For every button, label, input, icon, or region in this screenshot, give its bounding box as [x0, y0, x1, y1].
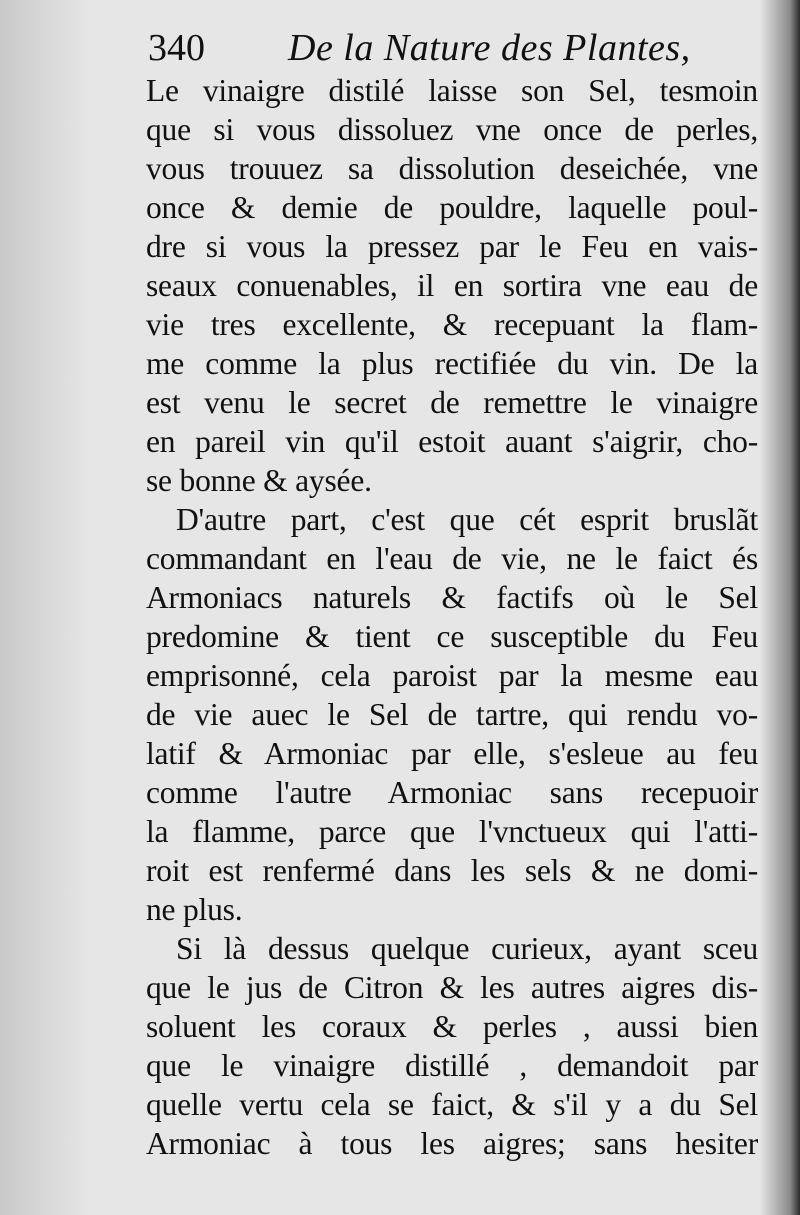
text-line: me comme la plus rectifiée du vin. De la: [146, 346, 758, 381]
page-number: 340: [148, 27, 205, 69]
text-line: Armoniac à tous les aigres; sans hesiter: [146, 1126, 758, 1161]
text-line: once & demie de pouldre, laquelle poul-: [146, 190, 758, 225]
text-line: que si vous dissoluez vne once de perles,: [146, 112, 758, 147]
text-line: est venu le secret de remettre le vinaigre: [146, 385, 758, 420]
text-line: Le vinaigre distilé laisse son Sel, tesmoin: [146, 73, 758, 108]
text-line: emprisonné, cela paroist par la mesme eau: [146, 658, 758, 693]
text-line: vie tres excellente, & recepuant la flam-: [146, 307, 758, 342]
text-line: predomine & tient ce susceptible du Feu: [146, 619, 758, 654]
text-body: [146, 71, 758, 1163]
text-line: Armoniacs naturels & factifs où le Sel: [146, 580, 758, 615]
text-line: ne plus.: [146, 892, 243, 927]
text-line: roit est renfermé dans les sels & ne domi-: [146, 853, 758, 888]
text-line: que le vinaigre distillé , demandoit par: [146, 1048, 758, 1083]
text-line: quelle vertu cela se faict, & s'il y a du Sel: [146, 1087, 758, 1122]
text-line: que le jus de Citron & les autres aigres dis-: [146, 970, 758, 1005]
text-line: vous trouuez sa dissolution deseichée, vne: [146, 151, 758, 186]
text-line: la flamme, parce que l'vnctueux qui l'atti-: [146, 814, 758, 849]
text-line: D'autre part, c'est que cét esprit bruslãt: [176, 502, 758, 537]
page-header: [148, 24, 708, 72]
running-title: De la Nature des Plantes,: [288, 27, 691, 69]
text-line: seaux conuenables, il en sortira vne eau de: [146, 268, 758, 303]
text-line: commandant en l'eau de vie, ne le faict és: [146, 541, 758, 576]
text-line: de vie auec le Sel de tartre, qui rendu vo-: [146, 697, 758, 732]
text-line: se bonne & aysée.: [146, 463, 372, 498]
text-line: en pareil vin qu'il estoit auant s'aigrir, cho-: [146, 424, 758, 459]
text-line: comme l'autre Armoniac sans recepuoir: [146, 775, 758, 810]
text-line: soluent les coraux & perles , aussi bien: [146, 1009, 758, 1044]
text-line: latif & Armoniac par elle, s'esleue au feu: [146, 736, 758, 771]
text-line: Si là dessus quelque curieux, ayant sceu: [176, 931, 758, 966]
text-line: dre si vous la pressez par le Feu en vais-: [146, 229, 758, 264]
